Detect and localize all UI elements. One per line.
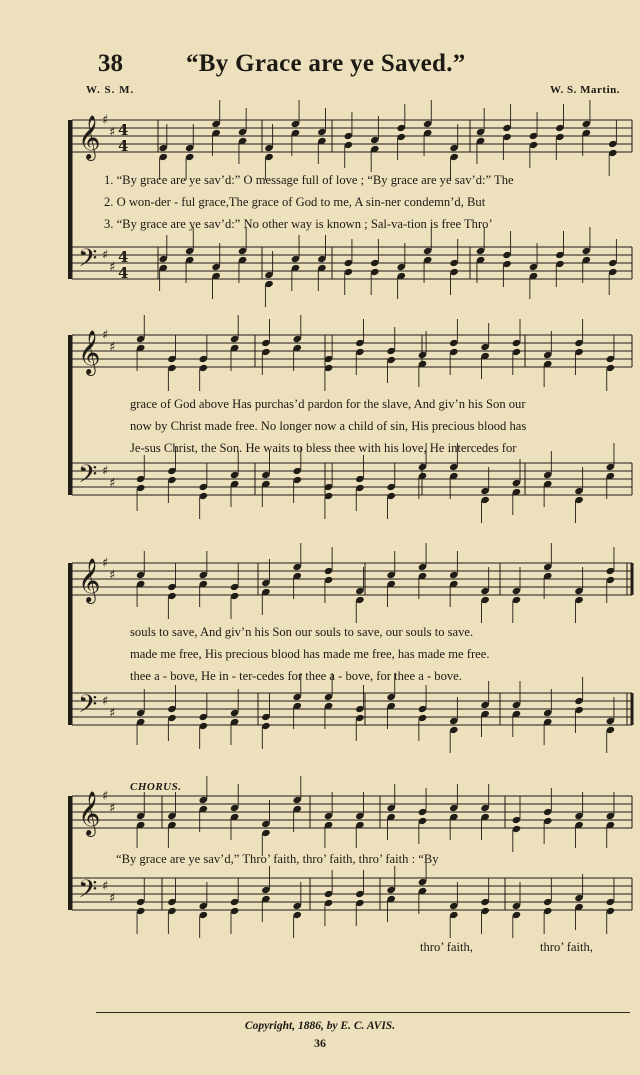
sharp-sign: ♯ [102, 113, 109, 128]
lyric-line: 2. O won-der - ful grace,The grace of God to me, A sin-ner condemn’d, But [104, 195, 486, 209]
bass-lyric: thro’ faith, [540, 940, 593, 954]
time-signature: 4 [118, 137, 129, 155]
sharp-sign: ♯ [109, 125, 116, 140]
words-author: W. S. M. [86, 84, 135, 96]
treble-clef: 𝄞 [78, 558, 101, 602]
sharp-sign: ♯ [109, 891, 116, 906]
lyric-line: thee a - bove, He in - ter-cedes for thee a - bove, for thee a - bove. [130, 669, 462, 683]
page-number: 36 [314, 1036, 326, 1050]
treble-clef: 𝄞 [78, 115, 101, 159]
footer-rule [96, 1012, 630, 1013]
lyric-line: 1. “By grace are ye sav’d:” O message full of love ; “By grace are ye sav’d:” The [104, 173, 514, 187]
time-signature: 4 [118, 264, 129, 282]
sharp-sign: ♯ [109, 340, 116, 355]
lyric-line: made me free, His precious blood has made me free, has made me free. [130, 647, 490, 661]
sharp-sign: ♯ [102, 556, 109, 571]
lyric-line: grace of God above Has purchas’d pardon for the slave, And giv’n his Son our [130, 397, 526, 411]
sharp-sign: ♯ [102, 464, 109, 479]
treble-clef: 𝄞 [78, 791, 101, 835]
bass-clef: 𝄢 [78, 460, 98, 495]
sharp-sign: ♯ [109, 706, 116, 721]
system-brace [68, 796, 72, 910]
chorus-label: CHORUS. [130, 781, 182, 793]
sharp-sign: ♯ [109, 801, 116, 816]
sharp-sign: ♯ [109, 476, 116, 491]
music-composer: W. S. Martin. [550, 84, 620, 96]
copyright-notice: Copyright, 1886, by E. C. AVIS. [244, 1020, 396, 1032]
treble-clef: 𝄞 [78, 330, 101, 374]
lyric-line: 3. “By grace are ye sav’d:” No other way is known ; Sal-va-tion is free Thro’ [104, 217, 493, 231]
bass-clef: 𝄢 [78, 875, 98, 910]
bass-clef: 𝄢 [78, 690, 98, 725]
lyric-line: “By grace are ye sav’d,” Thro’ faith, thro’ faith, thro’ faith : “By [116, 852, 439, 866]
bass-lyric: thro’ faith, [420, 940, 473, 954]
sharp-sign: ♯ [102, 789, 109, 804]
system-brace [68, 120, 72, 279]
system-brace [68, 335, 72, 495]
time-signature: 4 [118, 248, 129, 266]
sharp-sign: ♯ [102, 328, 109, 343]
lyric-line: souls to save, And giv’n his Son our souls to save, our souls to save. [130, 625, 474, 639]
lyric-line: Je-sus Christ, the Son. He waits to bless thee with his love, He intercedes for [130, 441, 517, 455]
bass-clef: 𝄢 [78, 244, 98, 279]
hymn-title: “By Grace are ye Saved.” [186, 50, 466, 77]
sharp-sign: ♯ [109, 260, 116, 275]
lyric-line: now by Christ made free. No longer now a child of sin, His precious blood has [130, 419, 527, 433]
sharp-sign: ♯ [102, 879, 109, 894]
sharp-sign: ♯ [109, 568, 116, 583]
sharp-sign: ♯ [102, 694, 109, 709]
sharp-sign: ♯ [102, 248, 109, 263]
hymn-number: 38 [98, 50, 123, 77]
time-signature: 4 [118, 121, 129, 139]
system-brace [68, 563, 72, 725]
